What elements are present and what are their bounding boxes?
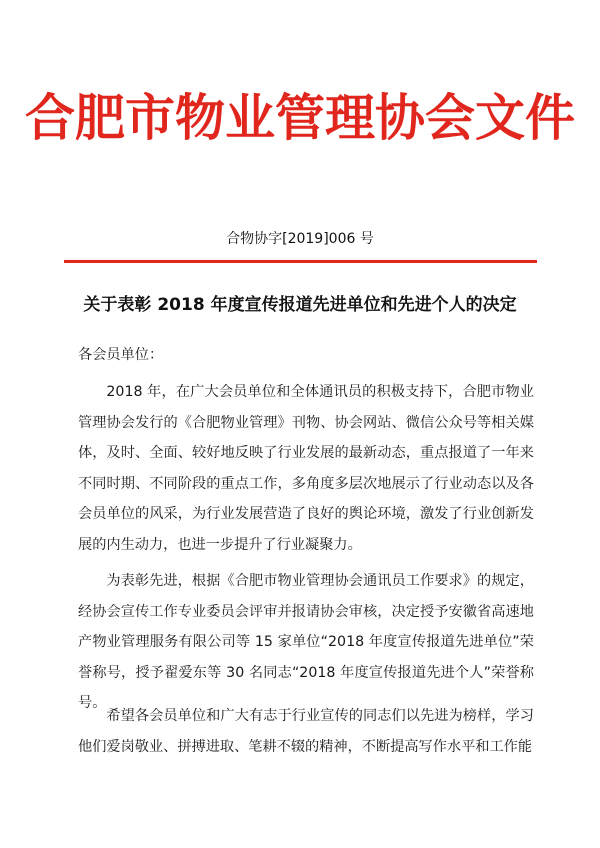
paragraph-1: 2018 年，在广大会员单位和全体通讯员的积极支持下，合肥市物业管理协会发行的《合肥物业管理》刊物、协会网站、微信公众号等相关媒体，及时、全面、较好地反映了行业发展的最新动态，重点报道了一年来不同时期、不同阶段的重点工作，多角度多层次地展示了行业动态以及各会员单位的风采，为行业发展营造了良好的舆论环境，激发了行业创新发展的内生动力，也进一步提升了行业凝聚力。: [78, 384, 534, 553]
org-header-title: 合肥市物业管理协会文件: [25, 88, 575, 147]
salutation: 各会员单位：: [78, 347, 164, 363]
document-number: 合物协字[2019]006 号: [226, 231, 374, 247]
paragraph-3: 希望各会员单位和广大有志于行业宣传的同志们以先进为榜样，学习他们爱岗敬业、拼搏进取、笔耕不辍的精神，不断提高写作水平和工作能: [78, 708, 534, 755]
red-divider-line: [64, 260, 537, 263]
decision-title: 关于表彰 2018 年度宣传报道先进单位和先进个人的决定: [83, 295, 517, 315]
paragraph-2: 为表彰先进，根据《合肥市物业管理协会通讯员工作要求》的规定，经协会宣传工作专业委员会评审并报请协会审核，决定授予安徽省高速地产物业管理服务有限公司等 15 家单位“2018 年度宣传报道先进单位”荣誉称号，授予翟爱东等 30 名同志“2018 年度宣传报道先进个人”荣誉称号。: [78, 573, 534, 711]
